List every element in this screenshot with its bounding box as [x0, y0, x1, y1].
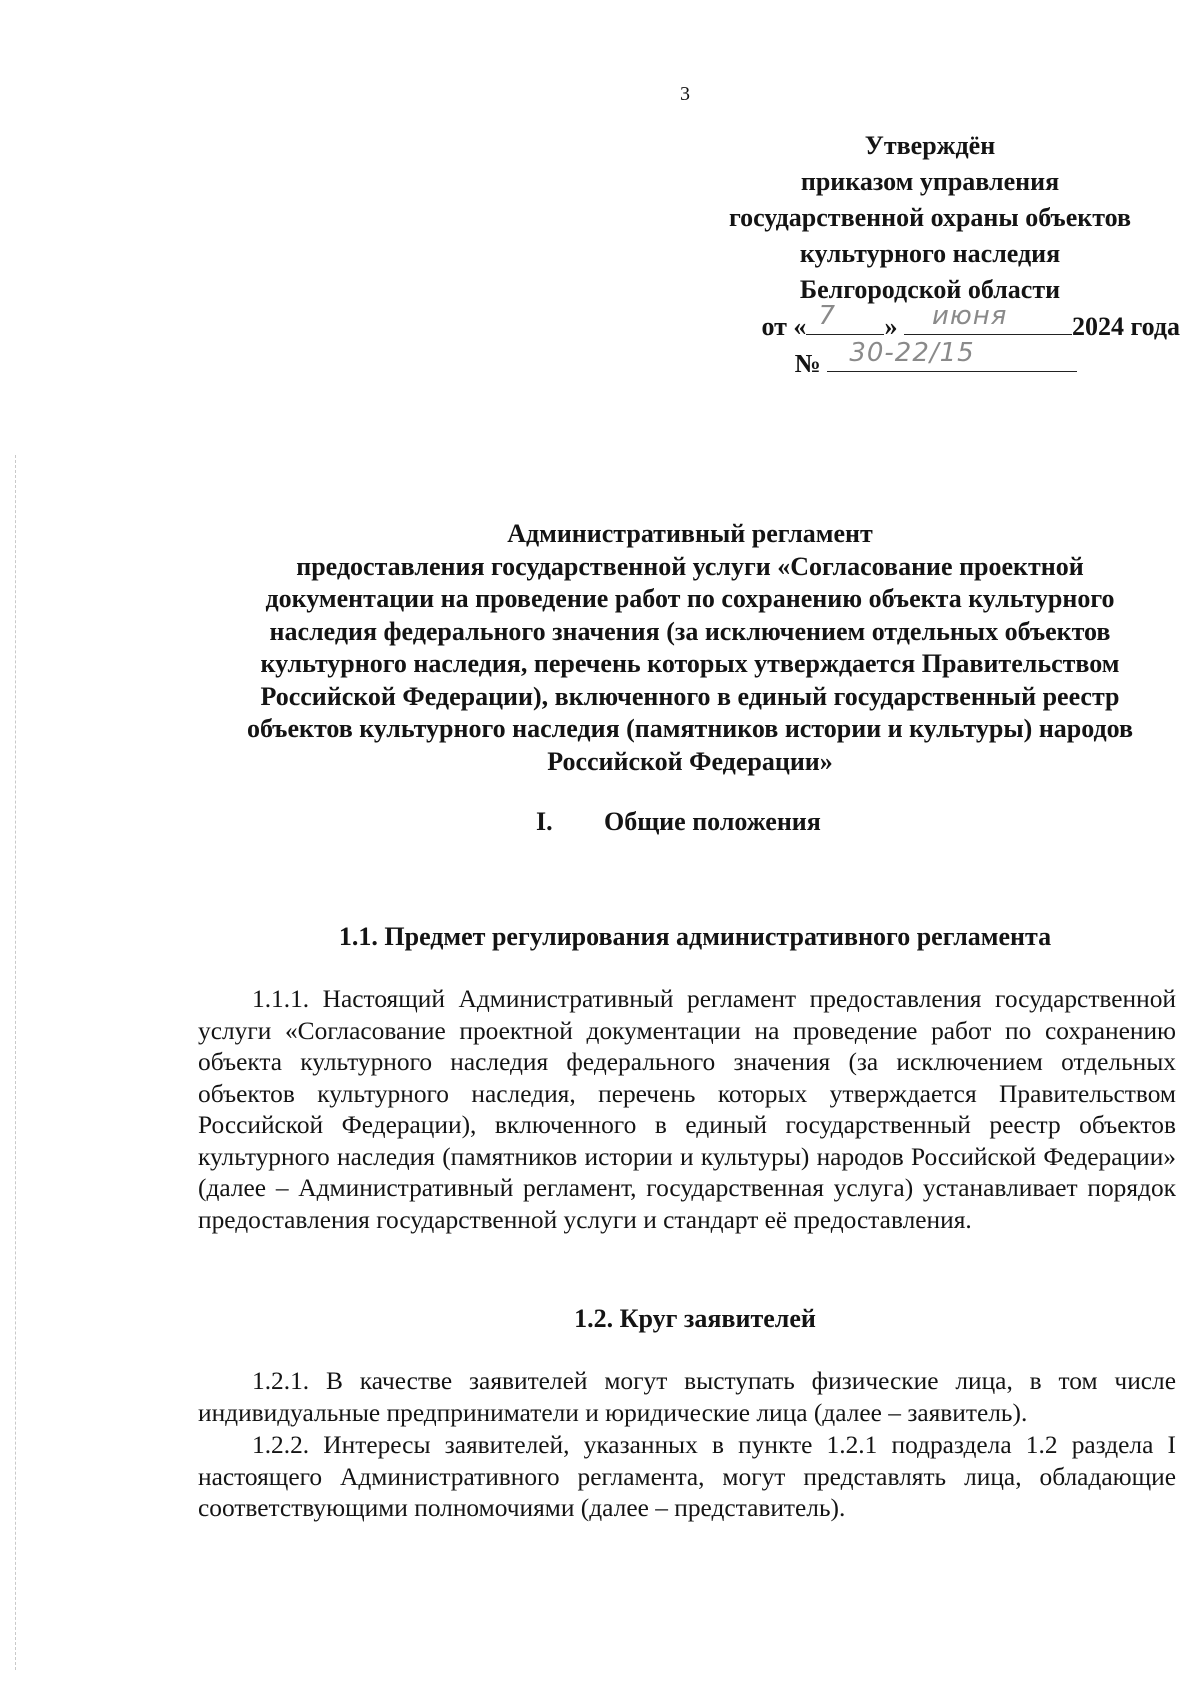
date-prefix: от «: [761, 312, 807, 341]
scan-edge-dotted-line: [15, 455, 16, 1670]
approval-line-4: культурного наследия: [799, 239, 1061, 268]
paragraph-1-2-1: 1.2.1. В качестве заявителей могут выступать физические лица, в том числе индивидуальные предприниматели и юридические лица (далее – заявитель).: [198, 1367, 1176, 1427]
month-blank: [904, 301, 1072, 335]
day-blank: [806, 301, 884, 335]
section-roman-numeral: I.: [536, 807, 553, 836]
title-line-8: Российской Федерации»: [547, 746, 833, 776]
title-line-3: документации на проведение работ по сохранению объекта культурного: [265, 584, 1115, 613]
approval-line-5: Белгородской области: [799, 275, 1061, 304]
paragraph-1-1-1: 1.1.1. Настоящий Административный регламент предоставления государственной услуги «Согласование проектной документации на проведение работ по сохранению объекта культурного наследия федерального значения (за исключением отдельных объектов культурного наследия, перечень которых утверждается Правительством Российской Федерации), включенного в единый государственный реестр объектов культурного наследия (памятников истории и культуры) народов Российской Федерации» (далее – Административный регламент, государственная услуга) устанавливает порядок предоставления государственной услуги и стандарт её предоставления.: [198, 985, 1176, 1234]
date-year: 2024 года: [1071, 312, 1180, 341]
month-handwritten: июня: [931, 301, 1008, 331]
title-line-2: предоставления государственной услуги «Согласование проектной: [296, 551, 1084, 581]
approval-stamp-block: [680, 128, 1180, 382]
title-line-7: объектов культурного наследия (памятников истории и культуры) народов: [246, 714, 1134, 743]
document-title: [195, 518, 1185, 778]
number-blank: [827, 338, 1077, 372]
page-number: 3: [680, 83, 690, 105]
number-prefix: №: [794, 349, 821, 378]
paragraph-1-2-2: 1.2.2. Интересы заявителей, указанных в пункте 1.2.1 подраздела 1.2 раздела I настоящего Административного регламента, могут представлять лица, обладающие соответствующими полномочиями (далее – представитель).: [198, 1431, 1176, 1522]
approval-line-1: Утверждён: [864, 131, 996, 160]
date-mid: »: [884, 312, 898, 341]
section-heading: [536, 806, 821, 838]
subsection-1-heading: 1.1. Предмет регулирования административного регламента: [338, 922, 1052, 951]
title-line-5: культурного наследия, перечень которых утверждается Правительством: [260, 649, 1120, 678]
approval-number-line: [680, 338, 1180, 382]
day-handwritten: 7: [818, 301, 836, 331]
title-line-1: Административный регламент: [507, 519, 873, 548]
title-line-6: Российской Федерации), включенного в единый государственный реестр: [260, 681, 1120, 711]
title-line-4: наследия федерального значения (за исключением отдельных объектов: [269, 616, 1111, 646]
approval-line-3: государственной охраны объектов: [728, 203, 1132, 232]
number-handwritten: 30-22/15: [849, 338, 975, 368]
subsection-2-heading: 1.2. Круг заявителей: [574, 1304, 816, 1333]
section-title: Общие положения: [604, 807, 821, 836]
approval-line-2: приказом управления: [800, 167, 1060, 196]
